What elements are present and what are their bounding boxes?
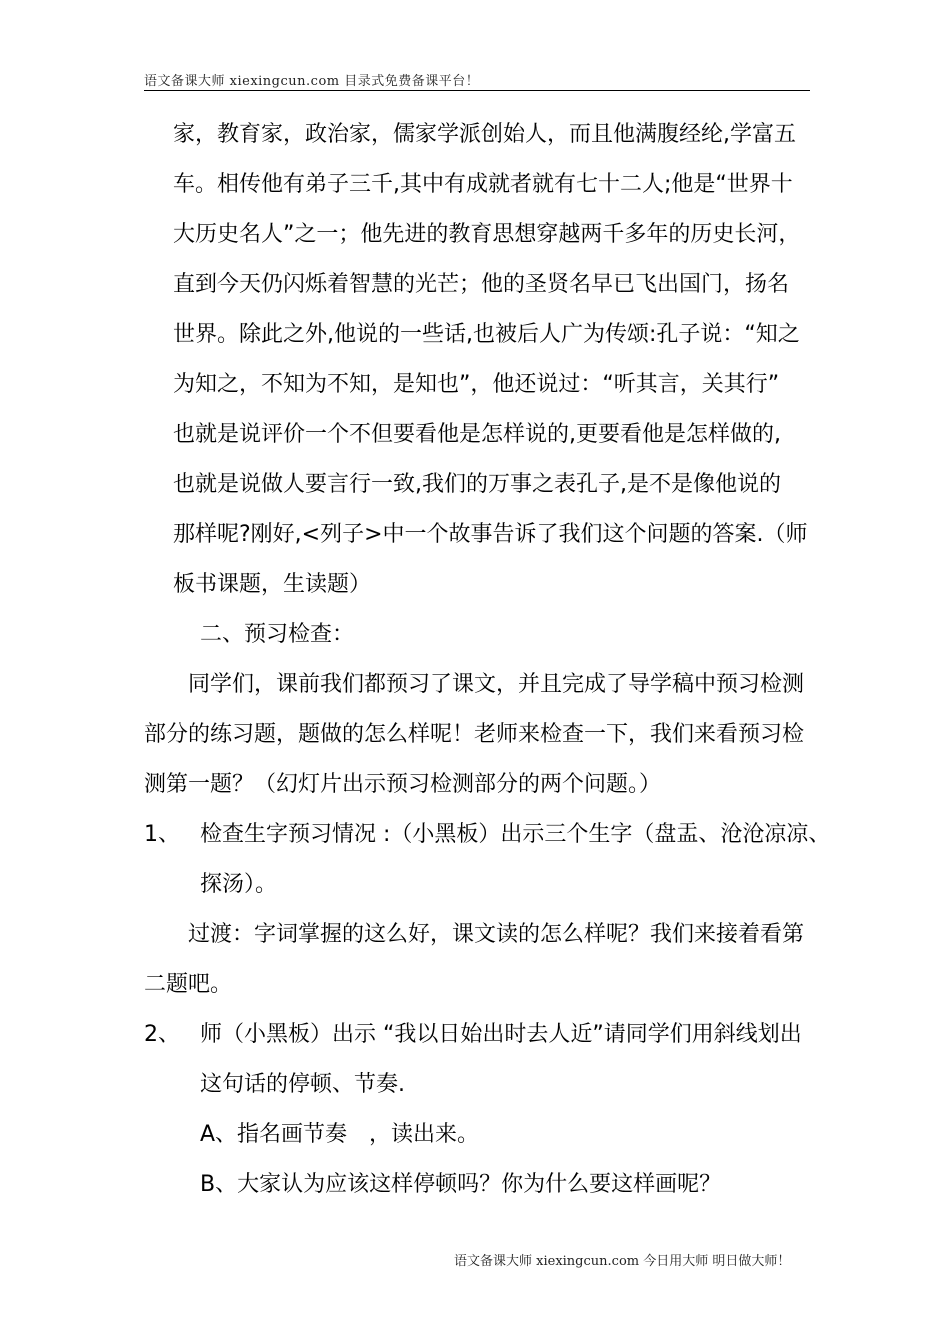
text-line: 为知之，不知为不知，是知也”，他还说过：“听其言，关其行” — [173, 372, 780, 397]
text-line: 这句话的停顿、节奏. — [200, 1072, 405, 1097]
list-number: 2、 — [144, 1022, 180, 1047]
text-line: 同学们，课前我们都预习了课文，并且完成了导学稿中预习检测 — [188, 672, 805, 697]
header-divider — [144, 90, 810, 91]
page-footer: 语文备课大师 xiexingcun.com 今日用大师 明日做大师！ — [454, 1254, 791, 1269]
section-heading: 二、预习检查： — [200, 622, 355, 647]
text-line: 板书课题，生读题） — [173, 572, 372, 597]
text-line: 也就是说做人要言行一致,我们的万事之表孔子,是不是像他说的 — [173, 472, 781, 497]
text-line: 测第一题？（幻灯片出示预习检测部分的两个问题。） — [144, 772, 662, 797]
text-line: 师（小黑板）出示 “我以日始出时去人近”请同学们用斜线划出 — [200, 1022, 802, 1047]
text-line: 过渡：字词掌握的这么好，课文读的怎么样呢？我们来接着看第 — [188, 922, 805, 947]
text-line: 家，教育家，政治家，儒家学派创始人，而且他满腹经纶,学富五 — [173, 122, 796, 147]
text-line: 也就是说评价一个不但要看他是怎样说的,更要看他是怎样做的, — [173, 422, 781, 447]
text-line: 检查生字预习情况 :（小黑板）出示三个生字（盘盂、沧沧凉凉、 — [200, 822, 831, 847]
text-line: 直到今天仍闪烁着智慧的光芒；他的圣贤名早已飞出国门，扬名 — [173, 272, 790, 297]
text-line: 探汤）。 — [200, 872, 278, 897]
page-header: 语文备课大师 xiexingcun.com 目录式免费备课平台！ — [144, 74, 480, 89]
sub-item-b: B、大家认为应该这样停顿吗？你为什么要这样画呢？ — [200, 1172, 722, 1197]
list-number: 1、 — [144, 822, 180, 847]
text-line: 部分的练习题，题做的怎么样呢！老师来检查一下，我们来看预习检 — [144, 722, 805, 747]
text-line: 那样呢?刚好,<列子>中一个故事告诉了我们这个问题的答案.（师 — [173, 522, 808, 547]
sub-item-a: A、指名画节奏 ，读出来。 — [200, 1122, 480, 1147]
text-line: 车。相传他有弟子三千,其中有成就者就有七十二人;他是“世界十 — [173, 172, 793, 197]
text-line: 世界。除此之外,他说的一些话,也被后人广为传颂:孔子说：“知之 — [173, 322, 800, 347]
text-line: 大历史名人”之一；他先进的教育思想穿越两千多年的历史长河， — [173, 222, 801, 247]
text-line: 二题吧。 — [144, 972, 233, 997]
